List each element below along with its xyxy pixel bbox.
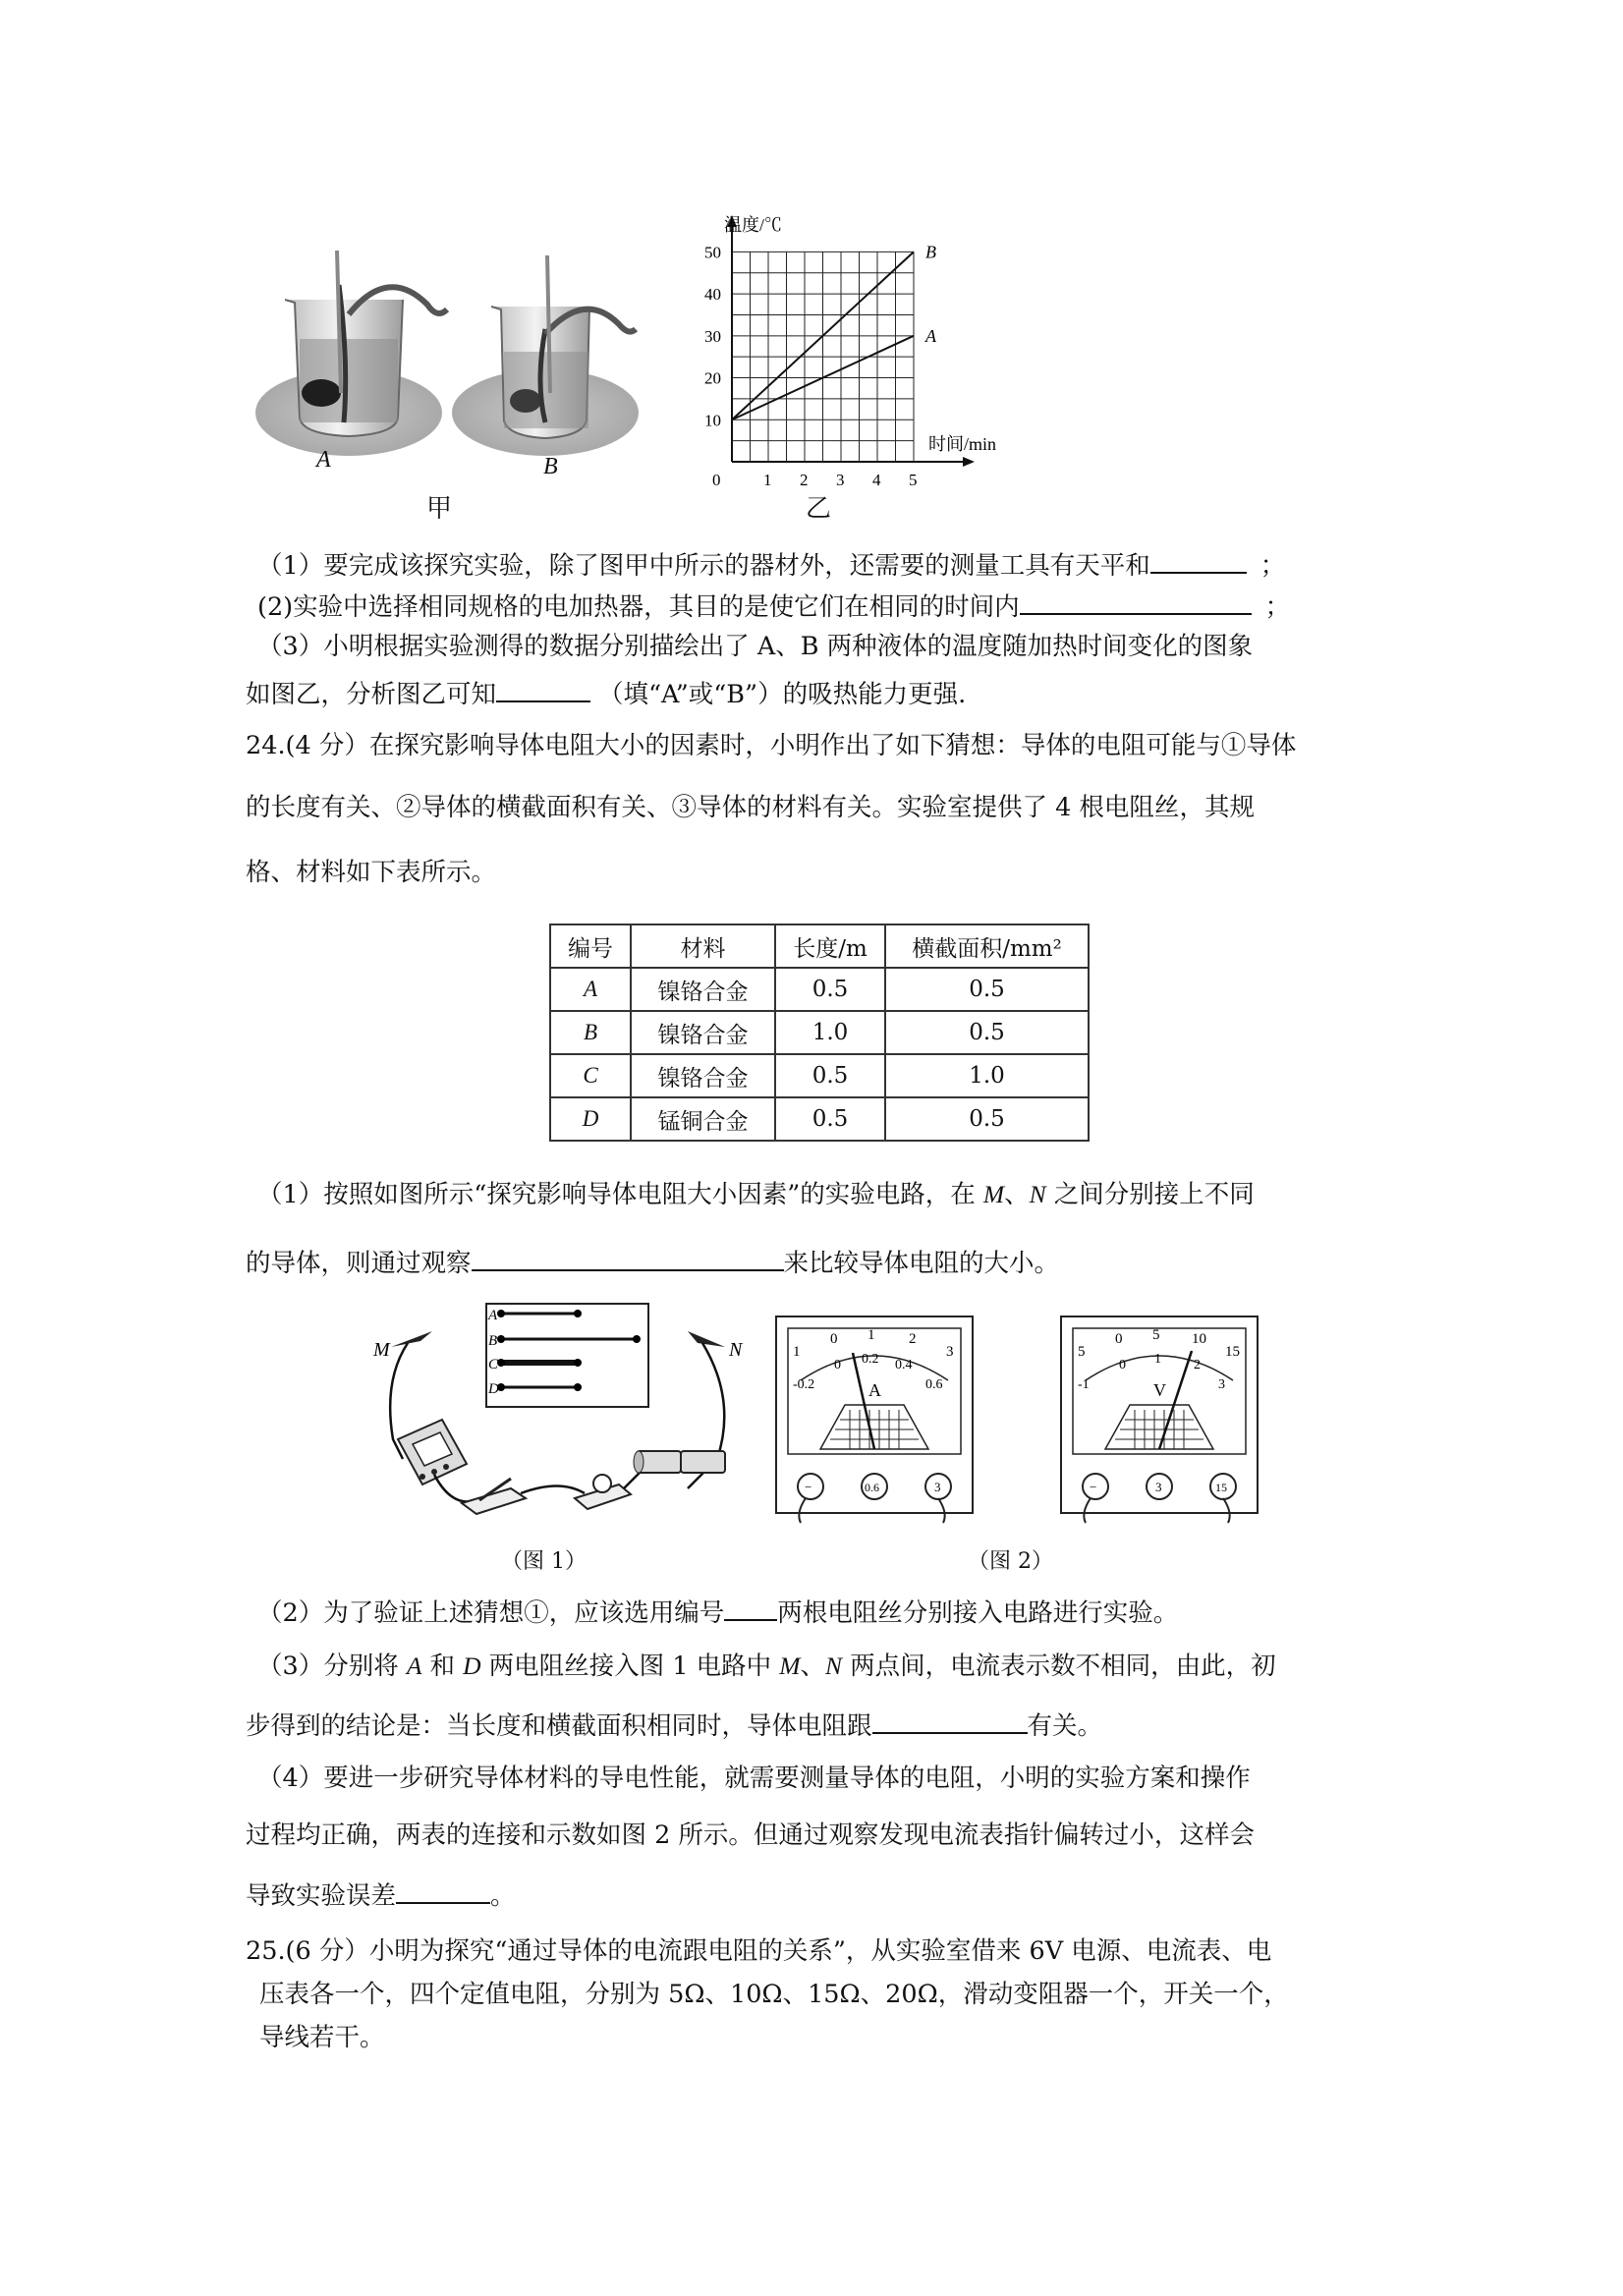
cell-id: D — [550, 1097, 631, 1141]
voltmeter-dial — [1061, 1316, 1258, 1523]
q24-part3-text-b: 和 — [421, 1652, 464, 1681]
q23-part2-end: ； — [1264, 592, 1291, 622]
beaker-b-label: B — [543, 454, 558, 479]
voltmeter-outer-tick: 5 — [1078, 1344, 1086, 1360]
q23-part3-text-a: 如图乙，分析图乙可知 — [246, 680, 497, 709]
figure-yi-chart — [693, 211, 1086, 489]
q24-part1-line1 — [257, 1175, 1397, 1214]
cell-area: 1.0 — [885, 1054, 1089, 1097]
y-axis-label: 温度/℃ — [724, 215, 783, 235]
q24-part3-text-c: 两电阻丝接入图 1 电路中 — [480, 1652, 780, 1681]
answer-blank-observation[interactable] — [472, 1240, 784, 1271]
cell-length: 0.5 — [775, 968, 885, 1011]
ammeter-inner-tick: 0.4 — [895, 1358, 913, 1372]
wire-label-c: C — [488, 1357, 499, 1372]
cell-length: 0.5 — [775, 1097, 885, 1141]
ammeter-outer-tick: 3 — [946, 1344, 954, 1360]
q24-part4-text-b: 。 — [490, 1881, 516, 1911]
figure1-circuit — [364, 1292, 776, 1528]
q24-part2-text-a: （2）为了验证上述猜想①，应该选用编号 — [257, 1598, 725, 1628]
q24-part3-text-e: 两点间，电流表示数不相同，由此，初 — [842, 1652, 1276, 1681]
svg-text:−: − — [805, 1480, 812, 1494]
figure-jia-caption: 甲 — [426, 494, 453, 524]
q24-part4-text-a: 导致实验误差 — [246, 1881, 397, 1911]
answer-blank-wire-ids[interactable] — [724, 1590, 777, 1621]
voltmeter-outer-tick: 0 — [1115, 1331, 1123, 1347]
ammeter-outer-tick: 2 — [909, 1331, 917, 1347]
voltmeter-inner-tick: 3 — [1218, 1377, 1225, 1392]
q24-part4-line1: （4）要进一步研究导体材料的导电性能，就需要测量导体的电阻，小明的实验方案和操作 — [257, 1764, 1251, 1793]
answer-blank-conclusion[interactable] — [872, 1703, 1028, 1734]
cell-area: 0.5 — [885, 968, 1089, 1011]
q23-part1 — [257, 542, 1397, 586]
q24-intro-line1: 24.(4 分）在探究影响导体电阻大小的因素时，小明作出了如下猜想：导体的电阻可能与①导体 — [246, 731, 1297, 760]
answer-blank-measuring-tool[interactable] — [1150, 542, 1247, 574]
svg-text:3: 3 — [934, 1480, 941, 1494]
q24-intro-line2: 的长度有关、②导体的横截面积有关、③导体的材料有关。实验室提供了 4 根电阻丝，其规 — [246, 793, 1255, 822]
cell-length: 0.5 — [775, 1054, 885, 1097]
beaker-a — [255, 251, 447, 456]
q24-part3-a: A — [406, 1652, 422, 1680]
q24-part3-text-g: 有关。 — [1027, 1711, 1103, 1741]
header-length: 长度/m — [775, 924, 885, 968]
terminal-n-label: N — [729, 1339, 743, 1361]
q23-part2 — [257, 584, 1397, 627]
figure2-caption: （图 2） — [968, 1549, 1053, 1574]
q24-intro-line3: 格、材料如下表所示。 — [246, 858, 497, 887]
y-tick-label: 50 — [704, 243, 721, 262]
q23-part3-line1: （3）小明根据实验测得的数据分别描绘出了 A、B 两种液体的温度随加热时间变化的图象 — [257, 632, 1254, 661]
series-label-b: B — [925, 242, 936, 262]
q24-part3-n: N — [824, 1652, 842, 1680]
q23-part1-text: （1）要完成该探究实验，除了图甲中所示的器材外，还需要的测量工具有天平和 — [257, 551, 1150, 581]
ammeter-terminal-neg[interactable] — [798, 1474, 823, 1499]
cell-material: 锰铜合金 — [631, 1097, 775, 1141]
cell-id: B — [550, 1011, 631, 1054]
ammeter-terminal-0.6[interactable] — [862, 1474, 887, 1499]
voltmeter-inner-tick: 2 — [1194, 1358, 1201, 1372]
table-row — [550, 1054, 1089, 1097]
q24-part1-text-b: 、 — [1004, 1180, 1030, 1209]
header-area: 横截面积/mm² — [885, 924, 1089, 968]
voltmeter-outer-tick: 10 — [1192, 1331, 1206, 1347]
voltmeter-terminal-15[interactable] — [1210, 1474, 1236, 1499]
ammeter-outer-tick: 1 — [867, 1327, 875, 1343]
ammeter-inner-tick: 0.6 — [925, 1377, 943, 1392]
svg-text:0.6: 0.6 — [865, 1481, 879, 1494]
q24-part3-d: D — [463, 1652, 481, 1680]
q24-part1-n: N — [1029, 1180, 1046, 1208]
ammeter-unit: A — [868, 1380, 881, 1400]
q24-part2 — [257, 1590, 1397, 1633]
cell-material: 镍铬合金 — [631, 1011, 775, 1054]
svg-text:15: 15 — [1215, 1481, 1227, 1494]
q24-part1-text-d: 的导体，则通过观察 — [246, 1249, 472, 1278]
switch-icon — [462, 1479, 526, 1514]
voltmeter-terminal-neg[interactable] — [1083, 1474, 1108, 1499]
ammeter-outer-tick: 1 — [793, 1344, 801, 1360]
svg-text:−: − — [1090, 1480, 1097, 1494]
ammeter-inner-tick: -0.2 — [793, 1377, 815, 1392]
wire-label-a: A — [488, 1308, 498, 1323]
figure1-caption: （图 1） — [501, 1549, 587, 1574]
q24-part3-text-d: 、 — [800, 1652, 825, 1681]
clip-m-icon — [391, 1331, 432, 1347]
q24-part3-line1 — [257, 1647, 1397, 1686]
battery-icon — [634, 1451, 725, 1473]
beaker-a-label: A — [316, 447, 331, 473]
ammeter-outer-tick: 0 — [830, 1331, 838, 1347]
x-tick-label: 3 — [836, 471, 845, 489]
answer-blank-heater-purpose[interactable] — [1020, 584, 1252, 615]
voltmeter-inner-tick: 0 — [1119, 1358, 1126, 1372]
cell-id: A — [550, 968, 631, 1011]
q24-part3-line2 — [246, 1703, 1385, 1746]
header-material: 材料 — [631, 924, 775, 968]
figure-yi-caption: 乙 — [806, 494, 832, 524]
terminal-m-label: M — [373, 1339, 390, 1361]
beaker-b — [452, 255, 639, 456]
x-tick-label: 4 — [872, 471, 881, 489]
wire-label-d: D — [488, 1381, 499, 1397]
q23-part3-text-b: （填“A”或“B”）的吸热能力更强. — [598, 680, 967, 709]
answer-blank-stronger-liquid[interactable] — [496, 671, 590, 702]
voltmeter-inner-tick: 1 — [1154, 1352, 1161, 1367]
y-tick-label: 10 — [704, 411, 721, 430]
cell-material: 镍铬合金 — [631, 968, 775, 1011]
q25-line3: 导线若干。 — [259, 2023, 385, 2052]
table-header-row — [550, 924, 1089, 968]
voltmeter-inner-tick: -1 — [1078, 1377, 1090, 1392]
voltmeter-outer-tick: 5 — [1152, 1327, 1160, 1343]
q24-part2-text-b: 两根电阻丝分别接入电路进行实验。 — [777, 1598, 1179, 1628]
cell-area: 0.5 — [885, 1011, 1089, 1054]
ammeter-inner-tick: 0.2 — [862, 1352, 879, 1367]
x-tick-label: 5 — [909, 471, 918, 489]
y-tick-label: 30 — [704, 326, 721, 346]
clip-n-icon — [688, 1331, 725, 1347]
voltmeter-outer-tick: 15 — [1225, 1344, 1240, 1360]
table-row — [550, 1097, 1089, 1141]
header-id: 编号 — [550, 924, 631, 968]
answer-blank-error-direction[interactable] — [396, 1873, 490, 1904]
figure-jia-beakers — [251, 246, 644, 472]
resistance-wire-c — [497, 1359, 582, 1367]
q24-part3-m: M — [779, 1652, 801, 1680]
resistance-wire-table — [549, 924, 1090, 1142]
q24-part1-m: M — [982, 1180, 1005, 1208]
q24-part1-line2 — [246, 1240, 1385, 1283]
q25-line1: 25.(6 分）小明为探究“通过导体的电流跟电阻的关系”，从实验室借来 6V 电源、电流表、电 — [246, 1936, 1272, 1966]
cell-area: 0.5 — [885, 1097, 1089, 1141]
svg-text:3: 3 — [1155, 1480, 1162, 1494]
ammeter-inner-tick: 0 — [834, 1358, 841, 1372]
series-label-a: A — [925, 325, 936, 346]
q24-part1-text-e: 来比较导体电阻的大小。 — [783, 1249, 1060, 1278]
q24-part4-line2: 过程均正确，两表的连接和示数如图 2 所示。但通过观察发现电流表指针偏转过小，这样会 — [246, 1820, 1255, 1850]
x-axis-arrow-icon — [963, 457, 975, 467]
q23-part2-text: (2)实验中选择相同规格的电加热器，其目的是使它们在相同的时间内 — [257, 592, 1020, 622]
table-row — [550, 968, 1089, 1011]
voltmeter-terminal-3[interactable] — [1147, 1474, 1172, 1499]
x-tick-label: 2 — [800, 471, 809, 489]
cell-id: C — [550, 1054, 631, 1097]
q25-line2: 压表各一个，四个定值电阻，分别为 5Ω、10Ω、15Ω、20Ω，滑动变阻器一个，开关一个， — [259, 1980, 1289, 2009]
figure2-meters — [771, 1312, 1262, 1528]
cell-length: 1.0 — [775, 1011, 885, 1054]
ammeter-dial — [776, 1316, 973, 1523]
ammeter-terminal-3[interactable] — [925, 1474, 951, 1499]
x-tick-label: 1 — [763, 471, 772, 489]
resistance-wire-board — [486, 1304, 648, 1407]
q24-part4-line3 — [246, 1873, 1385, 1916]
table-row — [550, 1011, 1089, 1054]
q23-part1-end: ； — [1259, 551, 1286, 581]
q24-part1-text-a: （1）按照如图所示“探究影响导体电阻大小因素”的实验电路，在 — [257, 1180, 983, 1209]
voltmeter-unit: V — [1153, 1380, 1166, 1400]
wire-label-b: B — [488, 1333, 498, 1349]
ammeter-icon — [398, 1420, 467, 1484]
x-axis-label: 时间/min — [928, 434, 997, 454]
q24-part1-text-c: 之间分别接上不同 — [1045, 1180, 1255, 1209]
cell-material: 镍铬合金 — [631, 1054, 775, 1097]
x-tick-label: 0 — [712, 471, 721, 489]
y-tick-label: 20 — [704, 368, 721, 388]
q23-part3-line2 — [246, 671, 1385, 714]
q24-part3-text-a: （3）分别将 — [257, 1652, 407, 1681]
y-tick-label: 40 — [704, 285, 721, 305]
q24-part3-text-f: 步得到的结论是：当长度和横截面积相同时，导体电阻跟 — [246, 1711, 872, 1741]
